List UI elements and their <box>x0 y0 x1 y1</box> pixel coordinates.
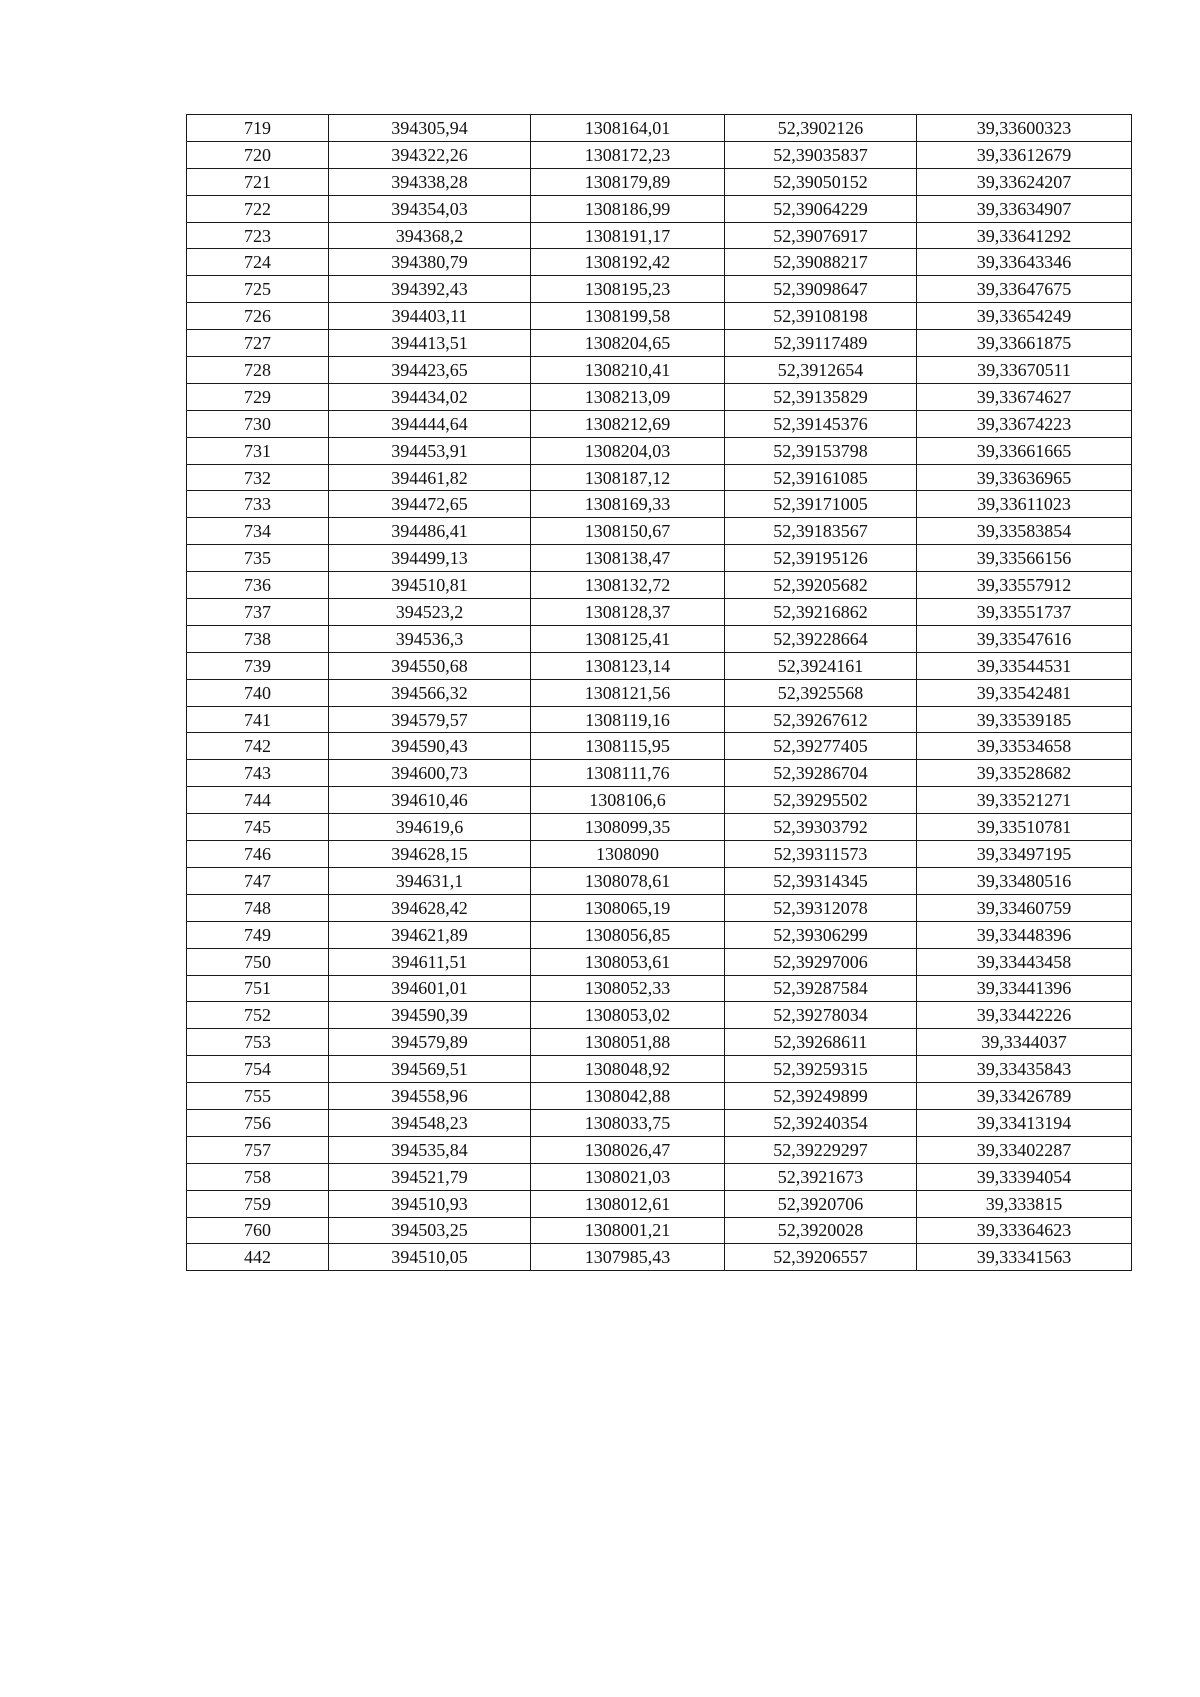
longitude-cell: 39,33510781 <box>917 814 1132 841</box>
table-row <box>187 679 1132 706</box>
x-coordinate-cell: 394486,41 <box>329 518 531 545</box>
table-row <box>187 841 1132 868</box>
longitude-cell: 39,33661665 <box>917 437 1132 464</box>
y-coordinate-cell: 1308065,19 <box>531 894 725 921</box>
point-number-cell: 721 <box>187 168 329 195</box>
point-number-cell: 734 <box>187 518 329 545</box>
latitude-cell: 52,39064229 <box>725 195 917 222</box>
latitude-cell: 52,3921673 <box>725 1163 917 1190</box>
point-number-cell: 725 <box>187 276 329 303</box>
point-number-cell: 746 <box>187 841 329 868</box>
x-coordinate-cell: 394628,15 <box>329 841 531 868</box>
longitude-cell: 39,33557912 <box>917 572 1132 599</box>
y-coordinate-cell: 1308042,88 <box>531 1083 725 1110</box>
point-number-cell: 722 <box>187 195 329 222</box>
longitude-cell: 39,33583854 <box>917 518 1132 545</box>
x-coordinate-cell: 394621,89 <box>329 921 531 948</box>
longitude-cell: 39,333815 <box>917 1190 1132 1217</box>
latitude-cell: 52,39161085 <box>725 464 917 491</box>
y-coordinate-cell: 1308078,61 <box>531 867 725 894</box>
y-coordinate-cell: 1308053,61 <box>531 948 725 975</box>
longitude-cell: 39,33670511 <box>917 357 1132 384</box>
point-number-cell: 723 <box>187 222 329 249</box>
latitude-cell: 52,39286704 <box>725 760 917 787</box>
latitude-cell: 52,39267612 <box>725 706 917 733</box>
y-coordinate-cell: 1308191,17 <box>531 222 725 249</box>
latitude-cell: 52,39195126 <box>725 545 917 572</box>
x-coordinate-cell: 394610,46 <box>329 787 531 814</box>
latitude-cell: 52,39108198 <box>725 303 917 330</box>
y-coordinate-cell: 1308213,09 <box>531 383 725 410</box>
table-row <box>187 276 1132 303</box>
y-coordinate-cell: 1308186,99 <box>531 195 725 222</box>
y-coordinate-cell: 1308119,16 <box>531 706 725 733</box>
latitude-cell: 52,39145376 <box>725 410 917 437</box>
longitude-cell: 39,33643346 <box>917 249 1132 276</box>
longitude-cell: 39,33435843 <box>917 1056 1132 1083</box>
longitude-cell: 39,33612679 <box>917 141 1132 168</box>
latitude-cell: 52,39076917 <box>725 222 917 249</box>
y-coordinate-cell: 1308099,35 <box>531 814 725 841</box>
longitude-cell: 39,33460759 <box>917 894 1132 921</box>
table-row <box>187 545 1132 572</box>
latitude-cell: 52,39050152 <box>725 168 917 195</box>
y-coordinate-cell: 1308001,21 <box>531 1217 725 1244</box>
point-number-cell: 731 <box>187 437 329 464</box>
y-coordinate-cell: 1308192,42 <box>531 249 725 276</box>
latitude-cell: 52,3920706 <box>725 1190 917 1217</box>
longitude-cell: 39,33497195 <box>917 841 1132 868</box>
point-number-cell: 753 <box>187 1029 329 1056</box>
point-number-cell: 726 <box>187 303 329 330</box>
latitude-cell: 52,39088217 <box>725 249 917 276</box>
x-coordinate-cell: 394566,32 <box>329 679 531 706</box>
x-coordinate-cell: 394569,51 <box>329 1056 531 1083</box>
latitude-cell: 52,39268611 <box>725 1029 917 1056</box>
y-coordinate-cell: 1308210,41 <box>531 357 725 384</box>
x-coordinate-cell: 394444,64 <box>329 410 531 437</box>
table-row <box>187 733 1132 760</box>
y-coordinate-cell: 1308172,23 <box>531 141 725 168</box>
table-row <box>187 464 1132 491</box>
point-number-cell: 719 <box>187 115 329 142</box>
latitude-cell: 52,3902126 <box>725 115 917 142</box>
table-row <box>187 1056 1132 1083</box>
latitude-cell: 52,39153798 <box>725 437 917 464</box>
longitude-cell: 39,33441396 <box>917 975 1132 1002</box>
latitude-cell: 52,3924161 <box>725 652 917 679</box>
longitude-cell: 39,3344037 <box>917 1029 1132 1056</box>
x-coordinate-cell: 394535,84 <box>329 1136 531 1163</box>
point-number-cell: 755 <box>187 1083 329 1110</box>
y-coordinate-cell: 1307985,43 <box>531 1244 725 1271</box>
latitude-cell: 52,39259315 <box>725 1056 917 1083</box>
table-row <box>187 1029 1132 1056</box>
latitude-cell: 52,39229297 <box>725 1136 917 1163</box>
x-coordinate-cell: 394392,43 <box>329 276 531 303</box>
table-row <box>187 410 1132 437</box>
longitude-cell: 39,33551737 <box>917 599 1132 626</box>
latitude-cell: 52,39303792 <box>725 814 917 841</box>
table-row <box>187 383 1132 410</box>
table-row <box>187 195 1132 222</box>
x-coordinate-cell: 394338,28 <box>329 168 531 195</box>
point-number-cell: 728 <box>187 357 329 384</box>
table-row <box>187 599 1132 626</box>
table-row <box>187 168 1132 195</box>
longitude-cell: 39,33426789 <box>917 1083 1132 1110</box>
longitude-cell: 39,33634907 <box>917 195 1132 222</box>
longitude-cell: 39,33534658 <box>917 733 1132 760</box>
y-coordinate-cell: 1308033,75 <box>531 1109 725 1136</box>
latitude-cell: 52,39183567 <box>725 518 917 545</box>
x-coordinate-cell: 394548,23 <box>329 1109 531 1136</box>
x-coordinate-cell: 394590,43 <box>329 733 531 760</box>
latitude-cell: 52,39295502 <box>725 787 917 814</box>
point-number-cell: 736 <box>187 572 329 599</box>
x-coordinate-cell: 394628,42 <box>329 894 531 921</box>
latitude-cell: 52,39278034 <box>725 1002 917 1029</box>
x-coordinate-cell: 394611,51 <box>329 948 531 975</box>
x-coordinate-cell: 394461,82 <box>329 464 531 491</box>
longitude-cell: 39,33654249 <box>917 303 1132 330</box>
table-row <box>187 787 1132 814</box>
point-number-cell: 751 <box>187 975 329 1002</box>
x-coordinate-cell: 394523,2 <box>329 599 531 626</box>
longitude-cell: 39,33448396 <box>917 921 1132 948</box>
longitude-cell: 39,33442226 <box>917 1002 1132 1029</box>
longitude-cell: 39,33364623 <box>917 1217 1132 1244</box>
coordinates-table-body <box>187 115 1132 1271</box>
latitude-cell: 52,39297006 <box>725 948 917 975</box>
y-coordinate-cell: 1308123,14 <box>531 652 725 679</box>
y-coordinate-cell: 1308164,01 <box>531 115 725 142</box>
y-coordinate-cell: 1308026,47 <box>531 1136 725 1163</box>
point-number-cell: 735 <box>187 545 329 572</box>
longitude-cell: 39,33611023 <box>917 491 1132 518</box>
x-coordinate-cell: 394521,79 <box>329 1163 531 1190</box>
x-coordinate-cell: 394499,13 <box>329 545 531 572</box>
latitude-cell: 52,39240354 <box>725 1109 917 1136</box>
table-row <box>187 222 1132 249</box>
latitude-cell: 52,39277405 <box>725 733 917 760</box>
table-row <box>187 141 1132 168</box>
y-coordinate-cell: 1308169,33 <box>531 491 725 518</box>
y-coordinate-cell: 1308128,37 <box>531 599 725 626</box>
latitude-cell: 52,39312078 <box>725 894 917 921</box>
point-number-cell: 730 <box>187 410 329 437</box>
point-number-cell: 733 <box>187 491 329 518</box>
latitude-cell: 52,39171005 <box>725 491 917 518</box>
table-row <box>187 115 1132 142</box>
y-coordinate-cell: 1308204,03 <box>531 437 725 464</box>
x-coordinate-cell: 394619,6 <box>329 814 531 841</box>
table-row <box>187 867 1132 894</box>
table-row <box>187 1217 1132 1244</box>
longitude-cell: 39,33443458 <box>917 948 1132 975</box>
point-number-cell: 758 <box>187 1163 329 1190</box>
longitude-cell: 39,33647675 <box>917 276 1132 303</box>
y-coordinate-cell: 1308179,89 <box>531 168 725 195</box>
latitude-cell: 52,39314345 <box>725 867 917 894</box>
table-row <box>187 1002 1132 1029</box>
y-coordinate-cell: 1308187,12 <box>531 464 725 491</box>
latitude-cell: 52,39311573 <box>725 841 917 868</box>
y-coordinate-cell: 1308051,88 <box>531 1029 725 1056</box>
longitude-cell: 39,33636965 <box>917 464 1132 491</box>
x-coordinate-cell: 394380,79 <box>329 249 531 276</box>
y-coordinate-cell: 1308212,69 <box>531 410 725 437</box>
point-number-cell: 739 <box>187 652 329 679</box>
latitude-cell: 52,39135829 <box>725 383 917 410</box>
table-row <box>187 491 1132 518</box>
table-row <box>187 1109 1132 1136</box>
longitude-cell: 39,33394054 <box>917 1163 1132 1190</box>
longitude-cell: 39,33674627 <box>917 383 1132 410</box>
y-coordinate-cell: 1308106,6 <box>531 787 725 814</box>
y-coordinate-cell: 1308090 <box>531 841 725 868</box>
y-coordinate-cell: 1308125,41 <box>531 625 725 652</box>
x-coordinate-cell: 394590,39 <box>329 1002 531 1029</box>
x-coordinate-cell: 394322,26 <box>329 141 531 168</box>
x-coordinate-cell: 394579,89 <box>329 1029 531 1056</box>
x-coordinate-cell: 394550,68 <box>329 652 531 679</box>
table-row <box>187 1190 1132 1217</box>
table-row <box>187 975 1132 1002</box>
longitude-cell: 39,33544531 <box>917 652 1132 679</box>
longitude-cell: 39,33542481 <box>917 679 1132 706</box>
y-coordinate-cell: 1308132,72 <box>531 572 725 599</box>
table-row <box>187 437 1132 464</box>
longitude-cell: 39,33413194 <box>917 1109 1132 1136</box>
y-coordinate-cell: 1308053,02 <box>531 1002 725 1029</box>
point-number-cell: 744 <box>187 787 329 814</box>
longitude-cell: 39,33521271 <box>917 787 1132 814</box>
point-number-cell: 745 <box>187 814 329 841</box>
latitude-cell: 52,39035837 <box>725 141 917 168</box>
point-number-cell: 752 <box>187 1002 329 1029</box>
y-coordinate-cell: 1308195,23 <box>531 276 725 303</box>
point-number-cell: 720 <box>187 141 329 168</box>
point-number-cell: 738 <box>187 625 329 652</box>
y-coordinate-cell: 1308115,95 <box>531 733 725 760</box>
point-number-cell: 747 <box>187 867 329 894</box>
x-coordinate-cell: 394503,25 <box>329 1217 531 1244</box>
latitude-cell: 52,39306299 <box>725 921 917 948</box>
x-coordinate-cell: 394601,01 <box>329 975 531 1002</box>
x-coordinate-cell: 394510,05 <box>329 1244 531 1271</box>
y-coordinate-cell: 1308150,67 <box>531 518 725 545</box>
x-coordinate-cell: 394579,57 <box>329 706 531 733</box>
table-row <box>187 330 1132 357</box>
point-number-cell: 727 <box>187 330 329 357</box>
latitude-cell: 52,3925568 <box>725 679 917 706</box>
table-row <box>187 249 1132 276</box>
table-row <box>187 814 1132 841</box>
longitude-cell: 39,33539185 <box>917 706 1132 733</box>
point-number-cell: 741 <box>187 706 329 733</box>
y-coordinate-cell: 1308138,47 <box>531 545 725 572</box>
table-row <box>187 1136 1132 1163</box>
x-coordinate-cell: 394368,2 <box>329 222 531 249</box>
y-coordinate-cell: 1308021,03 <box>531 1163 725 1190</box>
y-coordinate-cell: 1308052,33 <box>531 975 725 1002</box>
longitude-cell: 39,33661875 <box>917 330 1132 357</box>
x-coordinate-cell: 394403,11 <box>329 303 531 330</box>
x-coordinate-cell: 394434,02 <box>329 383 531 410</box>
longitude-cell: 39,33566156 <box>917 545 1132 572</box>
point-number-cell: 737 <box>187 599 329 626</box>
longitude-cell: 39,33402287 <box>917 1136 1132 1163</box>
latitude-cell: 52,39287584 <box>725 975 917 1002</box>
longitude-cell: 39,33480516 <box>917 867 1132 894</box>
point-number-cell: 743 <box>187 760 329 787</box>
point-number-cell: 724 <box>187 249 329 276</box>
x-coordinate-cell: 394631,1 <box>329 867 531 894</box>
table-row <box>187 948 1132 975</box>
point-number-cell: 740 <box>187 679 329 706</box>
table-row <box>187 1083 1132 1110</box>
table-row <box>187 303 1132 330</box>
point-number-cell: 757 <box>187 1136 329 1163</box>
table-row <box>187 357 1132 384</box>
table-row <box>187 706 1132 733</box>
point-number-cell: 754 <box>187 1056 329 1083</box>
point-number-cell: 759 <box>187 1190 329 1217</box>
x-coordinate-cell: 394558,96 <box>329 1083 531 1110</box>
y-coordinate-cell: 1308199,58 <box>531 303 725 330</box>
y-coordinate-cell: 1308121,56 <box>531 679 725 706</box>
table-row <box>187 1244 1132 1271</box>
latitude-cell: 52,39205682 <box>725 572 917 599</box>
longitude-cell: 39,33674223 <box>917 410 1132 437</box>
x-coordinate-cell: 394354,03 <box>329 195 531 222</box>
table-row <box>187 921 1132 948</box>
y-coordinate-cell: 1308111,76 <box>531 760 725 787</box>
latitude-cell: 52,3912654 <box>725 357 917 384</box>
point-number-cell: 756 <box>187 1109 329 1136</box>
latitude-cell: 52,39098647 <box>725 276 917 303</box>
y-coordinate-cell: 1308048,92 <box>531 1056 725 1083</box>
point-number-cell: 749 <box>187 921 329 948</box>
x-coordinate-cell: 394472,65 <box>329 491 531 518</box>
x-coordinate-cell: 394453,91 <box>329 437 531 464</box>
x-coordinate-cell: 394600,73 <box>329 760 531 787</box>
x-coordinate-cell: 394413,51 <box>329 330 531 357</box>
table-row <box>187 760 1132 787</box>
table-row <box>187 572 1132 599</box>
point-number-cell: 732 <box>187 464 329 491</box>
latitude-cell: 52,39216862 <box>725 599 917 626</box>
point-number-cell: 742 <box>187 733 329 760</box>
table-row <box>187 652 1132 679</box>
longitude-cell: 39,33341563 <box>917 1244 1132 1271</box>
y-coordinate-cell: 1308012,61 <box>531 1190 725 1217</box>
point-number-cell: 760 <box>187 1217 329 1244</box>
longitude-cell: 39,33547616 <box>917 625 1132 652</box>
x-coordinate-cell: 394423,65 <box>329 357 531 384</box>
table-row <box>187 625 1132 652</box>
y-coordinate-cell: 1308204,65 <box>531 330 725 357</box>
longitude-cell: 39,33641292 <box>917 222 1132 249</box>
longitude-cell: 39,33600323 <box>917 115 1132 142</box>
latitude-cell: 52,39249899 <box>725 1083 917 1110</box>
x-coordinate-cell: 394305,94 <box>329 115 531 142</box>
latitude-cell: 52,39117489 <box>725 330 917 357</box>
point-number-cell: 442 <box>187 1244 329 1271</box>
x-coordinate-cell: 394536,3 <box>329 625 531 652</box>
x-coordinate-cell: 394510,81 <box>329 572 531 599</box>
y-coordinate-cell: 1308056,85 <box>531 921 725 948</box>
point-number-cell: 748 <box>187 894 329 921</box>
longitude-cell: 39,33624207 <box>917 168 1132 195</box>
latitude-cell: 52,39206557 <box>725 1244 917 1271</box>
point-number-cell: 750 <box>187 948 329 975</box>
table-row <box>187 1163 1132 1190</box>
table-row <box>187 894 1132 921</box>
longitude-cell: 39,33528682 <box>917 760 1132 787</box>
latitude-cell: 52,39228664 <box>725 625 917 652</box>
table-row <box>187 518 1132 545</box>
x-coordinate-cell: 394510,93 <box>329 1190 531 1217</box>
latitude-cell: 52,3920028 <box>725 1217 917 1244</box>
coordinates-table <box>186 114 1132 1271</box>
point-number-cell: 729 <box>187 383 329 410</box>
